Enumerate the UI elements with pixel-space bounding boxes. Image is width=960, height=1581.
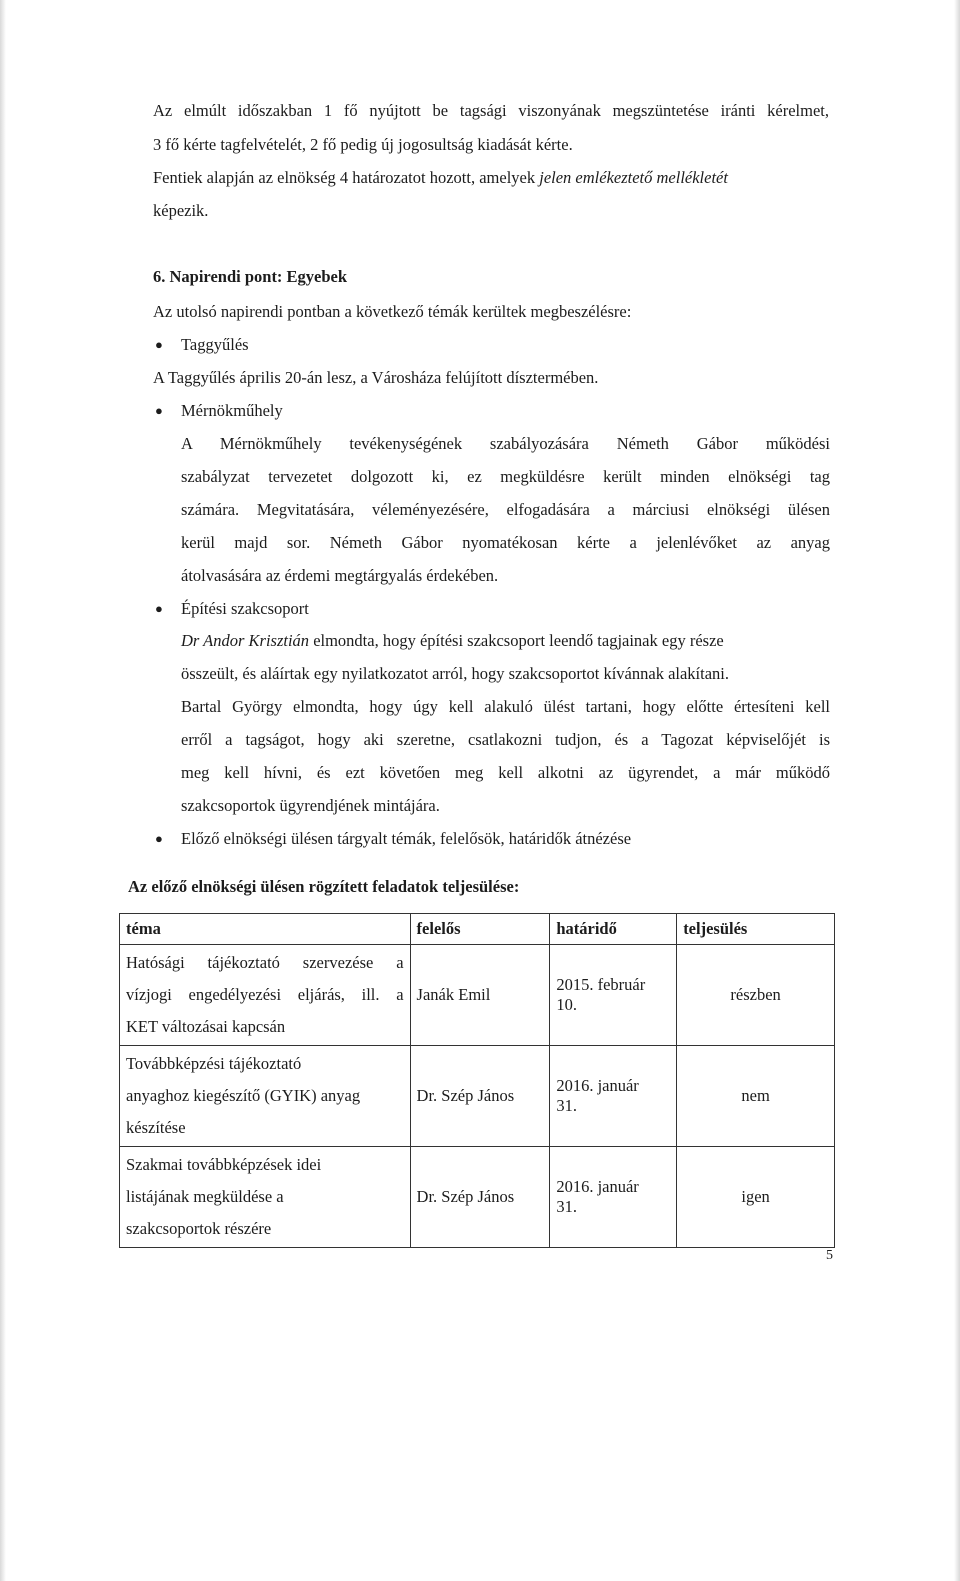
row-3-topic-line-2: listájának megküldése a	[126, 1187, 284, 1206]
item-taggyules-text: A Taggyűlés április 20-án lesz, a Városháza felújított dísztermében.	[153, 368, 599, 387]
table-row	[120, 945, 835, 1046]
item-epitesi-line-1	[181, 631, 830, 651]
column-header-hatarido: határidő	[550, 914, 677, 945]
item-epitesi-line-4: erről a tagságot, hogy aki szeretne, csatlakozni tudjon, és a Tagozat képviselőjét is	[181, 730, 830, 749]
item-epitesi-line-2: összeült, és aláírtak egy nyilatkozatot arról, hogy szakcsoportot kívánnak alakítani.	[181, 664, 729, 683]
row-3-topic-line-3: szakcsoportok részére	[126, 1219, 272, 1238]
table-header-row	[120, 914, 835, 945]
table-row	[120, 1046, 835, 1147]
bullet-icon: ●	[155, 403, 163, 418]
item-mernokmuhely-line-1: A Mérnökműhely tevékenységének szabályozására Németh Gábor működési	[181, 434, 830, 453]
item-mernokmuhely-line-4: kerül majd sor. Németh Gábor nyomatékosan kérte a jelenlévőket az anyag	[181, 533, 830, 552]
row-3-status: igen	[677, 1147, 835, 1248]
row-3-topic-line-1: Szakmai továbbképzések idei	[126, 1155, 322, 1174]
item-epitesi-line-3: Bartal György elmondta, hogy úgy kell alakuló ülést tartani, hogy előtte értesíteni kell	[181, 697, 830, 716]
tasks-table-heading: Az előző elnökségi ülésen rögzített feladatok teljesülése:	[128, 877, 520, 896]
row-2-deadline-line-2: 31.	[556, 1096, 577, 1115]
row-3-deadline-line-2: 31.	[556, 1197, 577, 1216]
row-1-status: részben	[677, 945, 835, 1046]
column-header-felelos: felelős	[410, 914, 550, 945]
row-2-topic-line-3: készítése	[126, 1118, 186, 1137]
bullet-icon: ●	[155, 337, 163, 352]
row-1-deadline-line-2: 10.	[556, 995, 577, 1014]
intro-line-3	[153, 168, 728, 188]
item-epitesi-line-6: szakcsoportok ügyrendjének mintájára.	[181, 796, 440, 815]
row-2-status: nem	[677, 1046, 835, 1147]
bullet-icon: ●	[155, 831, 163, 846]
column-header-tema: téma	[120, 914, 411, 945]
intro-line-3-italic: jelen emlékeztető mellékletét	[539, 168, 728, 187]
row-3-topic	[120, 1147, 411, 1248]
row-2-topic	[120, 1046, 411, 1147]
section-6-heading: 6. Napirendi pont: Egyebek	[153, 267, 348, 286]
item-elozo-title: Előző elnökségi ülésen tárgyalt témák, felelősök, határidők átnézése	[181, 829, 632, 848]
row-1-topic-line-1: Hatósági tájékoztató szervezése a	[126, 953, 404, 972]
item-epitesi-line-5: meg kell hívni, és ezt követően meg kell alkotni az ügyrendet, a már működő	[181, 763, 830, 782]
intro-line-4: képezik.	[153, 201, 209, 220]
row-3-owner: Dr. Szép János	[410, 1147, 550, 1248]
row-2-deadline	[550, 1046, 677, 1147]
page-number: 5	[826, 1248, 833, 1263]
item-epitesi-title: Építési szakcsoport	[181, 599, 309, 618]
row-1-topic-line-3: KET változásai kapcsán	[126, 1017, 286, 1036]
intro-line-1: Az elmúlt időszakban 1 fő nyújtott be tagsági viszonyának megszüntetése iránti kérelmet,	[153, 101, 829, 120]
item-taggyules-title: Taggyűlés	[181, 335, 249, 354]
item-epitesi-name: Dr Andor Krisztián	[181, 631, 310, 650]
intro-line-3-plain: Fentiek alapján az elnökség 4 határozatot hozott, amelyek	[153, 168, 540, 187]
row-1-topic	[120, 945, 411, 1046]
item-epitesi-line-1-rest: elmondta, hogy építési szakcsoport leendő tagjainak egy része	[309, 631, 724, 650]
row-1-owner: Janák Emil	[410, 945, 550, 1046]
item-mernokmuhely-title: Mérnökműhely	[181, 401, 283, 420]
item-mernokmuhely-line-5: átolvasására az érdemi megtárgyalás érdekében.	[181, 566, 499, 585]
row-3-deadline-line-1: 2016. január	[556, 1177, 639, 1196]
row-1-topic-line-2: vízjogi engedélyezési eljárás, ill. a	[126, 985, 404, 1004]
row-1-deadline-line-1: 2015. február	[556, 975, 646, 994]
bullet-icon: ●	[155, 601, 163, 616]
row-2-owner: Dr. Szép János	[410, 1046, 550, 1147]
tasks-table	[119, 913, 835, 1248]
column-header-teljesules: teljesülés	[677, 914, 835, 945]
section-6-intro: Az utolsó napirendi pontban a következő témák kerültek megbeszélésre:	[153, 302, 632, 321]
row-2-deadline-line-1: 2016. január	[556, 1076, 639, 1095]
row-1-deadline	[550, 945, 677, 1046]
table-row	[120, 1147, 835, 1248]
intro-line-2: 3 fő kérte tagfelvételét, 2 fő pedig új jogosultság kiadását kérte.	[153, 135, 573, 154]
row-2-topic-line-1: Továbbképzési tájékoztató	[126, 1054, 302, 1073]
item-mernokmuhely-line-2: szabályzat tervezetet dolgozott ki, ez megküldésre került minden elnökségi tag	[181, 467, 830, 486]
item-mernokmuhely-line-3: számára. Megvitatására, véleményezésére, elfogadására a márciusi elnökségi ülésen	[181, 500, 830, 519]
row-2-topic-line-2: anyaghoz kiegészítő (GYIK) anyag	[126, 1086, 361, 1105]
row-3-deadline	[550, 1147, 677, 1248]
